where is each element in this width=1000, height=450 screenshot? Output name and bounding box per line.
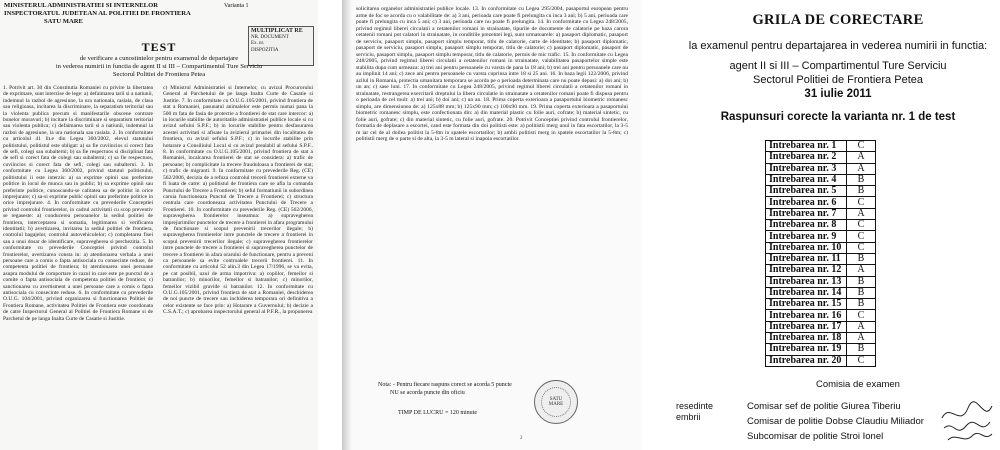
answer-letter: A xyxy=(847,163,876,174)
questions-column-left: 1. Potrivit art. 30 din Constitutia Romaniei cu privire la libertatea de exprimare, sunt interzise de lege: a) defaimarea tarii si a natiunii, indemnul la razboi de agresiune, la ura nationala, rasiala, de clasa sau religioasa, incitarea la discriminare, la separatism teritorial sau la violenta publica precum si manifestarile obscene contrare bunelor moravuri; b) incitare la discriminare si separatism teritorial sau violenta publica; c) defaimarea tarii si a natiunii, indemnul la razboi de agresiune, la ura nationala sau rasiala. 2. In conformitate cu articolul 41 lit.e din Legea 360/2002, elevul statutului politistului, politistul este obligat: a) sa fie cuviincios si corect fata de sefi, colegi sau subalterni; b) sa fie respectuos si disciplinat fata de sefi si corect fata de colegi sau subalterni; c) sa fie respectuos, cuviincios si corect fata de sefi, colegi sau subalterni. 3. In conformitate cu Legea 360/2002, privind statutul politistului, politistului ii este interzis: a) sa exprime opinii sau preferinte politice in locul de munca sau in public; b) sa exprime opinii sau preferinte politice, cunoscandu-se calitatea sa de politist in orice imprejurare; c) sa-si exprime public opinii sau preferinte politice in orice imprejurare. 4. In conformitate cu prevederile Conceptiei privind controlul frontierelor, in cadrul activitatii cu scop preventiv se regaseste: a) conducerea persoanelor la sediul politiei de frontiera, interceptarea si somatia, legitimarea si verificarea identitatii; b) avertizarea, invitarea la sediul politiei de frontiera, controlul bagajelor, controlul autovehiculelor; c) completarea fisei sau a unui dosar de identificare, supravegherea si perchezitia. 5. In conformitate cu prevederile Conceptiei privind controlul frontierelor, avertizarea consta in: a) atentionarea verbala a unei persoane care a comis o fapta antisociala cu consecinte reduse, de competenta politiei de frontiera; b) atentionarea unei persoane asupra modului de comportare in cazul in care este pe punctul de a comite o fapta antisociala de competenta politiei de frontiera; c) sanctionarea cu avertisment a unei persoane care a comis o fapta antisociala cu consecinte reduse. 6. In conformitate cu prevederile O.U.G. 104/2001, privind organizarea si functionarea Politiei de Frontiera Romane, activitatea Politiei de Frontiera este coordonata de catre Inspectorul General al Politiei de Frontiera Romane si de Parchetul de pe langa Inalta Curte de Casatie si Justitie. xyxy=(3,85,153,322)
page-fold-shadow xyxy=(342,0,352,450)
answer-row xyxy=(766,265,876,276)
answer-row xyxy=(766,220,876,231)
answer-row xyxy=(766,197,876,208)
time-limit: TIMP DE LUCRU = 120 minute xyxy=(398,410,477,416)
header-line-2: INSPECTORATUL JUDETEAN AL POLITIEI DE FRONTIERA xyxy=(4,10,191,17)
role-members: embrii xyxy=(676,412,701,422)
member-1: Comisar sef de politie Giurea Tiberiu xyxy=(747,401,901,412)
signature-1 xyxy=(942,402,992,418)
question-label: Intrebarea nr. 3 xyxy=(766,163,847,174)
stamp-line-2: Ex. nr. xyxy=(251,41,265,46)
answer-row xyxy=(766,174,876,185)
answer-letter: A xyxy=(847,208,876,219)
answer-letter: B xyxy=(847,186,876,197)
questions-column-right: c) Ministrul Administratiei si Internelor, cu avizul Procurorului General al Parchetului de pe langa Inalta Curte de Casatie si Justitie. 7. In conformitate cu O.U.G.105/2001, privind frontiera de stat a Romaniei, pasunatul animalelor este permis numai pana la 500 m fata de fasia de protectie a frontierei de stat care intercor: a) in locurile stabilite de autoritatile administratiei publice locale si cu avizul sefului S.P.F.; b) in locurile stabilite pentru desfasurarea acestei activitati si afisate la avizierul primariei din localitatea de frontiera, cu avizul sefului S.P.F.; c) in locurile stabilite prin hotarare a Consiliului Local si cu avizul prealabil al sefului S.P.F.. 8. In conformitate cu O.U.G.105/2001, privind frontiera de stat a Romaniei, incalcarea frontierei de stat se considera: a) trafic de persoane; b) complicitate la trecere frauduloasa a frontierei de stat; c) trafic de migranti. 9. In conformitate cu prevederile Reg. (CE) 562/2006, decizia de a refuza controlul trecerii frontierei externe va fi luata de catre: a) politistul de frontiera care se afla la comanda Punctului de Trecere a Frontierei; b) seful formatiunii in subordinea caruia functioneaza Punctul de Trecere a Frontierei; c) structura centrala care coordoneaza activitatea Punctului de Trecere a Frontierei. 10. In conformitate cu prevederile Reg. (CE) 562/2006, supravegherea frontierelor inseamna: a) supravegherea imprejurimilor punctelor de trecere a frontierei in afara programului de functionare si scopul prevenirii trecerilor ilegale; b) supravegherea frontierelor intre punctele de trecere a frontierei in scopul prevenirii trecerilor ilegale; c) supravegherea frontierelor intre punctele de trecere a frontierei si supravegherea punctelor de trecere a frontierei in afara orarului de functionare, pentru a preveni ca persoanele sa evite controalele trecerii frontierei. 11. In conformitate cu articolul 52 alin.3 din Legea 17/1996, se va evita, pe cat posibil, uzul de arma impotriva: a) copiilor, femeilor si batranilor; b) minorilor, femeilor si batranilor; c) minorilor, femeilor vizibil gravide si batranilor. 12. In conformitate cu O.U.G.105/2001, privind frontiera de stat a Romaniei, deschiderea de noi puncte de trecere sau inchiderea temporara ori definitiva a celor existente se face prin: a) Hotarare a Guvernului; b) decizie a C.S.A.T.; c) aprobarea inspectorului general al P.F.R., la propunerea xyxy=(163,85,313,316)
answer-key-title: GRILA DE CORECTARE xyxy=(752,12,924,28)
question-label: Intrebarea nr. 15 xyxy=(766,299,847,310)
test-title: TEST xyxy=(141,40,177,54)
answer-row xyxy=(766,355,876,366)
question-label: Intrebarea nr. 14 xyxy=(766,287,847,298)
answer-row xyxy=(766,253,876,264)
page-number: 2 xyxy=(520,436,523,441)
answer-letter: C xyxy=(847,141,876,152)
test-page-2 xyxy=(342,0,642,450)
test-subtitle xyxy=(14,55,304,80)
test-page-1 xyxy=(0,0,318,450)
question-label: Intrebarea nr. 16 xyxy=(766,310,847,321)
answer-key-page xyxy=(676,0,1000,450)
question-label: Intrebarea nr. 12 xyxy=(766,265,847,276)
question-label: Intrebarea nr. 20 xyxy=(766,355,847,366)
question-label: Intrebarea nr. 13 xyxy=(766,276,847,287)
answer-row xyxy=(766,276,876,287)
answers-table xyxy=(765,140,876,367)
header-line-3: SATU MARE xyxy=(44,18,83,25)
questions-continued: solicitarea organelor administratiei publice locale. 13. In conformitate cu Legea 295/2004, pasaportul european pentru arme de foc se acorda cu o valabilitate de: a) 3 ani, perioada care poate fi prelungita cu inca 3 ani; b) 5 ani, perioada care poate fi prelungita cu inca 5 ani; c) 3 ani, perioada care nu poate fi prelungita. 14. In conformitate cu Legea 248/2005, privind regimul liberei circulatii a cetatenilor romani in strainatate, tipurile de documente de calatorie pe baza carora cetatenii romani pot calatori in strainatate, in conditiile prezentei legi, sunt urmatoarele: a) pasaport diplomatic, pasaport de serviciu, pasaport simplu, pasaport simplu temporar, titlu de calatorie, carte de identitate; b) pasaport diplomatic, pasaport de serviciu, pasaport simplu, pasaport simplu temporar, titlu de calatorie; c) pasaport diplomatic, pasaport de serviciu, pasaport simplu, pasaport simplu temporar, titlu de calatorie, permis de mic trafic. 15. In conformitate cu Legea 248/2005, privind regimul liberei circulatii a cetatenilor romani in strainatate, valabilitatea pasaportelor simple este stabilita dupa cum urmeaza: a) trei ani pentru persoanele cu varsta de pana la 18 ani; b) trei ani pentru persoanele care nu au implinit 14 ani; c) zece ani pentru persoanele cu varsta cuprinsa intre 18 si 25 ani. 16. In baza legii 122/2006, privind azilul in Romania, protectia umanitara temporara se acorda pe o perioada determinata care nu poate depasi: a) doi ani; b) un an; c) sase luni. 17. In conformitate cu Legea 248/2005, privind regimul liberei circulatii a cetatenilor romani in strainatate, restrangerea exercitarii dreptului la libera circulatie in strainatate a cetatenilor romani poate fi dispusa pentru o perioada de cel mult: a) trei ani; b) doi ani; c) un an. 18. Prima coperta exterioara a pasaportului biometric romanesc simplu, are dimensiunea de: a) 125x88 mm; b) 125x90 mm; c) 100x90 mm. 19. Prima coperta exterioara a pasaportului biometric romanesc simplu, este confectionata din: a) din material plastic cu folie auri, cofrate; b) material sintetic, cu folie auri, gofrate; c) din material sintetic, cu folie auri, gofrate. 20. Potrivit Conceptiei privind controlul frontierelor, formatia de deplasare a escortei, cand este formata din doi politisti este: a) politistii merg unul in fata escortatilor, la 3-5 m iar cel de al doilea politist la 5-8m in spatele escortatilor; b) ambii politisti merg in spatele escortatilor la 5-8m; c) politistii merg de o parte si de alta, la 3-5 m lateral si inapoia escortatilor. xyxy=(356,6,628,142)
answer-letter: A xyxy=(847,321,876,332)
question-label: Intrebarea nr. 8 xyxy=(766,220,847,231)
question-label: Intrebarea nr. 6 xyxy=(766,197,847,208)
stamp-line-3: DISPOZITIA xyxy=(251,47,279,53)
answer-letter: A xyxy=(847,333,876,344)
subtitle-line-1: de verificare a cunostintelor pentru examenul de departajare xyxy=(79,55,239,62)
answer-row xyxy=(766,344,876,355)
official-seal xyxy=(534,380,578,424)
answer-letter: B xyxy=(847,174,876,185)
note-line-2: NU se acorda puncte din oficiu xyxy=(390,390,465,396)
question-label: Intrebarea nr. 2 xyxy=(766,152,847,163)
commission-label: Comisia de examen xyxy=(816,379,900,390)
stamp-line-1: NR. DOCUMENT xyxy=(251,34,289,40)
subtitle-line-3: Sectorul Politiei de Frontiera Petea xyxy=(112,71,206,79)
seal-text: SATU MARE xyxy=(541,387,571,417)
role-president: resedinte xyxy=(676,401,714,411)
answer-letter: C xyxy=(847,197,876,208)
question-label: Intrebarea nr. 10 xyxy=(766,242,847,253)
member-2: Comisar de politie Dobse Claudiu Miliador xyxy=(747,416,924,427)
question-label: Intrebarea nr. 17 xyxy=(766,321,847,332)
question-label: Intrebarea nr. 4 xyxy=(766,174,847,185)
question-label: Intrebarea nr. 9 xyxy=(766,231,847,242)
question-label: Intrebarea nr. 7 xyxy=(766,208,847,219)
question-label: Intrebarea nr. 1 xyxy=(766,141,847,152)
signatures xyxy=(938,398,996,446)
header-line-1: MINISTERUL ADMINISTRATIEI SI INTERNELOR xyxy=(4,2,158,9)
exam-date: 31 iulie 2011 xyxy=(804,88,872,100)
answer-letter: B xyxy=(847,299,876,310)
institution-header xyxy=(4,2,314,26)
answer-letter: C xyxy=(847,231,876,242)
answer-row xyxy=(766,186,876,197)
answer-letter: C xyxy=(847,242,876,253)
variant-label: Varianta 1 xyxy=(224,3,249,9)
answer-row xyxy=(766,310,876,321)
answer-letter: A xyxy=(847,152,876,163)
question-label: Intrebarea nr. 19 xyxy=(766,344,847,355)
answer-letter: C xyxy=(847,310,876,321)
answer-row xyxy=(766,163,876,174)
answer-row xyxy=(766,287,876,298)
signature-2 xyxy=(944,422,990,430)
answer-row xyxy=(766,321,876,332)
answer-row xyxy=(766,242,876,253)
subtitle-line-2: in vederea numirii in functia de agent II si III – Compartimentul Ture Serviciu xyxy=(55,63,263,71)
answer-row xyxy=(766,208,876,219)
answer-letter: B xyxy=(847,287,876,298)
answer-row xyxy=(766,231,876,242)
position-name: agent II si III – Compartimentul Ture Serviciu xyxy=(729,60,947,72)
answer-letter: C xyxy=(847,220,876,231)
answer-letter: A xyxy=(847,265,876,276)
answer-letter: B xyxy=(847,253,876,264)
answers-heading: Raspunsuri corecte la varianta nr. 1 de test xyxy=(720,111,956,123)
answer-row xyxy=(766,299,876,310)
exam-purpose: la examenul pentru departajarea in vederea numirii in functia: xyxy=(688,40,988,52)
sector-name: Sectorul Politiei de Frontiera Petea xyxy=(753,74,923,86)
answer-letter: C xyxy=(847,355,876,366)
answer-row xyxy=(766,333,876,344)
answer-row xyxy=(766,152,876,163)
answer-row xyxy=(766,141,876,152)
question-label: Intrebarea nr. 11 xyxy=(766,253,847,264)
stamp-title: MULTIPLICAT RE xyxy=(251,28,303,34)
question-label: Intrebarea nr. 18 xyxy=(766,333,847,344)
note-line-1: Nota: - Pentru fiecare raspuns corect se acorda 5 puncte xyxy=(378,382,512,388)
question-label: Intrebarea nr. 5 xyxy=(766,186,847,197)
member-3: Subcomisar de politie Stroi Ionel xyxy=(747,431,884,442)
answer-letter: B xyxy=(847,344,876,355)
answer-letter: B xyxy=(847,276,876,287)
signature-3 xyxy=(948,433,992,440)
